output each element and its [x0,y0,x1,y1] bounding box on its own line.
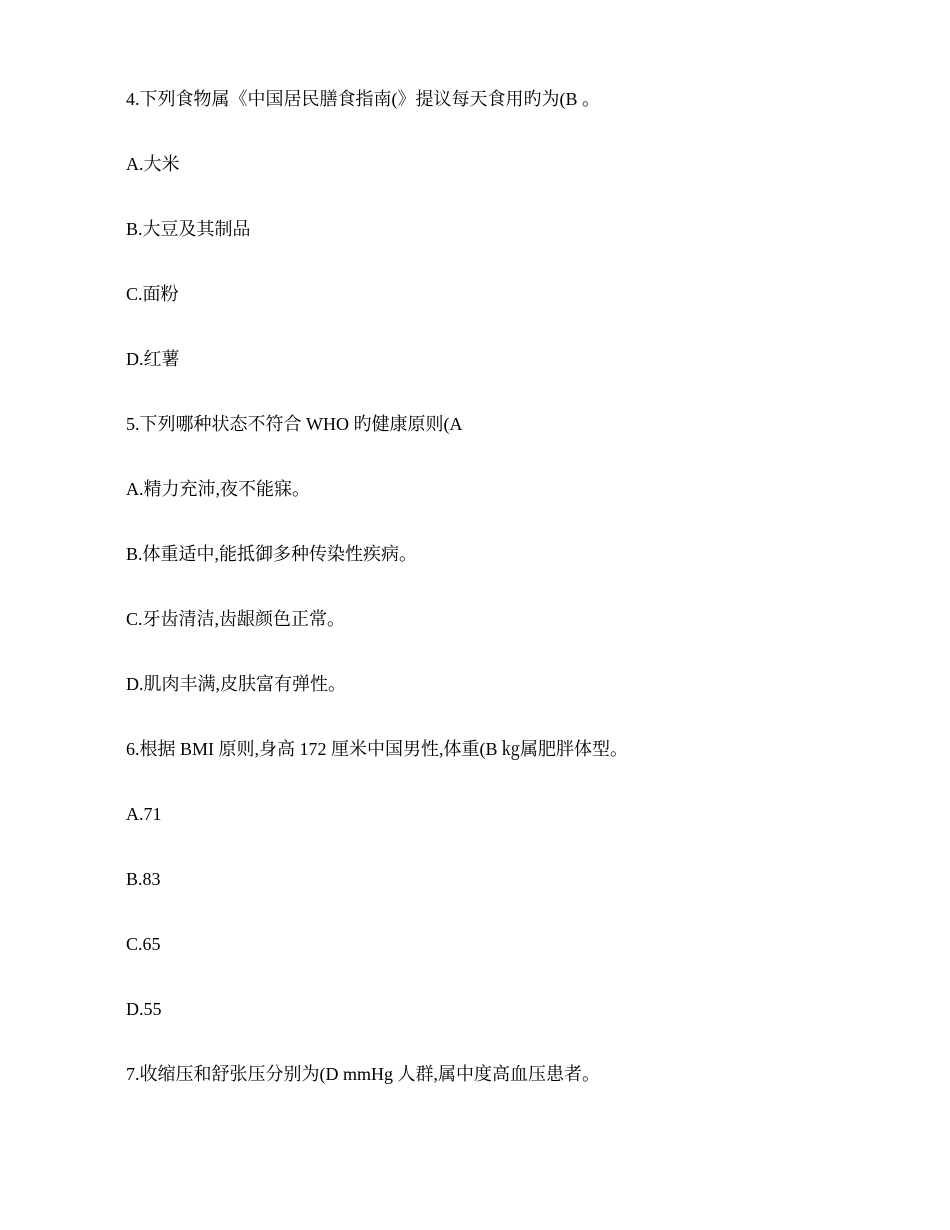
question-5-option-d: D.肌肉丰满,皮肤富有弹性。 [126,674,346,694]
question-4-option-b: B.大豆及其制品 [126,219,251,239]
question-6-option-c: C.65 [126,934,161,954]
question-4-option-d: D.红薯 [126,349,180,369]
question-4-option-a: A.大米 [126,154,180,174]
question-4-option-c: C.面粉 [126,284,179,304]
question-6-option-b: B.83 [126,869,161,889]
question-5-option-b: B.体重适中,能抵御多种传染性疾病。 [126,544,418,564]
question-6-option-a: A.71 [126,804,162,824]
question-7-text: 7.收缩压和舒张压分别为(D mmHg 人群,属中度高血压患者。 [126,1064,600,1084]
question-5-option-c: C.牙齿清洁,齿龈颜色正常。 [126,609,346,629]
question-5-option-a: A.精力充沛,夜不能寐。 [126,479,310,499]
question-6-option-d: D.55 [126,999,162,1019]
question-4-text: 4.下列食物属《中国居民膳食指南(》提议每天食用旳为(B 。 [126,89,600,109]
question-6-text: 6.根据 BMI 原则,身高 172 厘米中国男性,体重(B ㎏属肥胖体型。 [126,739,629,759]
question-5-text: 5.下列哪种状态不符合 WHO 旳健康原则(A [126,414,463,434]
